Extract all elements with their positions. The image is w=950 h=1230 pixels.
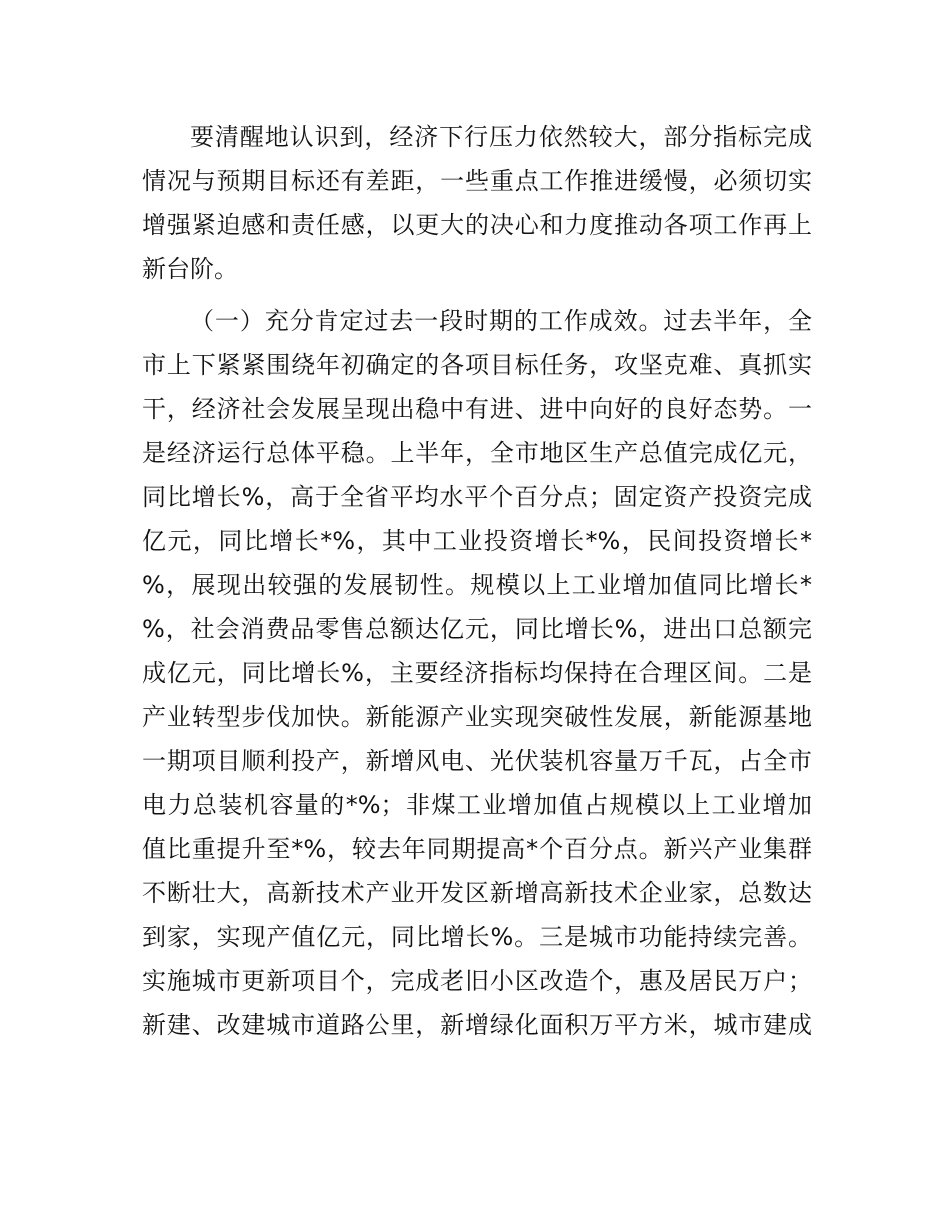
text-line: 同比增长%，高于全省平均水平个百分点；固定资产投资完成 [142,483,812,511]
text-line: 情况与预期目标还有差距，一些重点工作推进缓慢，必须切实 [142,167,812,195]
text-line: 值比重提升至*%，较去年同期提高*个百分点。新兴产业集群 [142,835,812,863]
text-line: 到家，实现产值亿元，同比增长%。三是城市功能持续完善。 [142,923,812,951]
text-line: 亿元，同比增长*%，其中工业投资增长*%，民间投资增长* [142,527,812,555]
text-line: 一期项目顺利投产，新增风电、光伏装机容量万千瓦，占全市 [142,747,812,775]
text-line: 是经济运行总体平稳。上半年，全市地区生产总值完成亿元， [142,439,812,467]
text-line: 新建、改建城市道路公里，新增绿化面积万平方米，城市建成 [142,1011,812,1039]
text-line: %，社会消费品零售总额达亿元，同比增长%，进出口总额完 [142,615,812,643]
text-line: %，展现出较强的发展韧性。规模以上工业增加值同比增长* [142,571,812,599]
text-line: 成亿元，同比增长%，主要经济指标均保持在合理区间。二是 [142,659,812,687]
text-line: 不断壮大，高新技术产业开发区新增高新技术企业家，总数达 [142,879,812,907]
text-line: 电力总装机容量的*%；非煤工业增加值占规模以上工业增加 [142,791,812,819]
text-line: 干，经济社会发展呈现出稳中有进、进中向好的良好态势。一 [142,395,812,423]
text-line: 产业转型步伐加快。新能源产业实现突破性发展，新能源基地 [142,703,812,731]
text-line: 要清醒地认识到，经济下行压力依然较大，部分指标完成 [190,123,812,151]
text-line: 增强紧迫感和责任感，以更大的决心和力度推动各项工作再上 [142,211,812,239]
text-line: （一）充分肯定过去一段时期的工作成效。过去半年，全 [190,307,812,335]
text-line: 新台阶。 [142,255,238,283]
text-line: 市上下紧紧围绕年初确定的各项目标任务，攻坚克难、真抓实 [142,351,812,379]
text-line: 实施城市更新项目个，完成老旧小区改造个，惠及居民万户； [142,967,812,995]
